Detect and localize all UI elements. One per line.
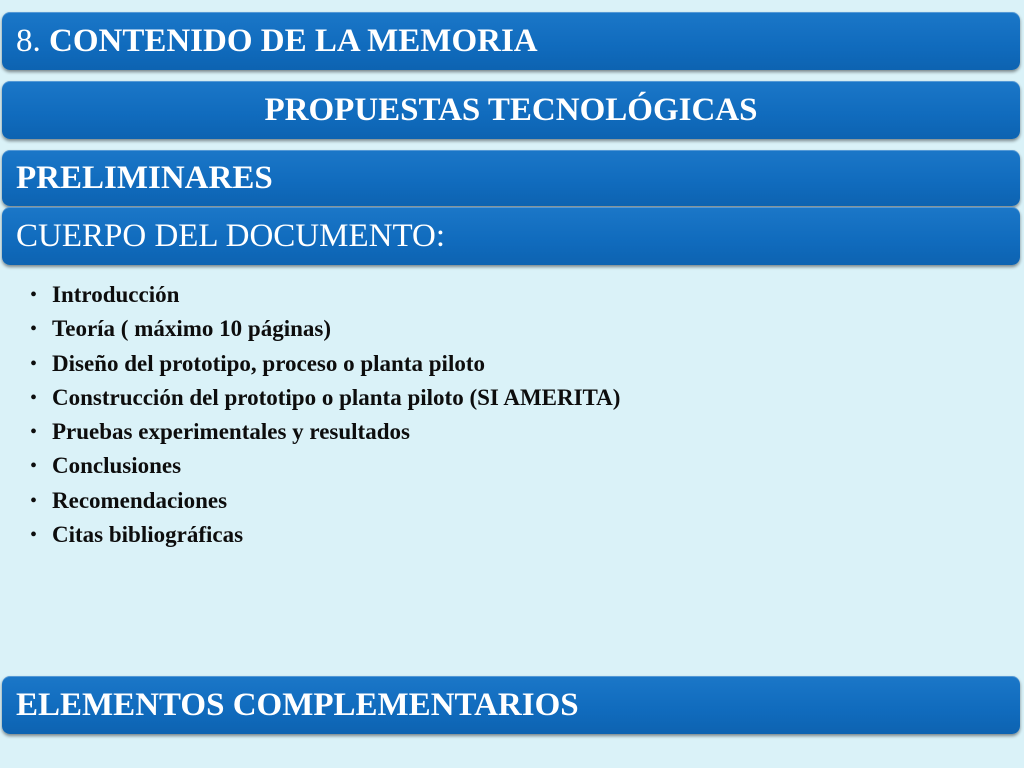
- bullet-icon: •: [30, 318, 38, 341]
- section-preliminares-bar: [2, 150, 1020, 206]
- list-item-text: Diseño del prototipo, proceso o planta piloto: [52, 350, 485, 376]
- list-item: [28, 518, 620, 552]
- list-item: [28, 484, 620, 518]
- bullet-icon: •: [30, 284, 38, 306]
- bullet-icon: •: [30, 352, 38, 375]
- bullet-icon: •: [30, 524, 38, 547]
- list-item: [28, 415, 620, 449]
- list-item-text: Citas bibliográficas: [52, 522, 244, 548]
- bullet-icon: •: [30, 455, 38, 478]
- section-cuerpo-bar: [2, 207, 1020, 265]
- cuerpo-bullet-list: [28, 278, 620, 552]
- slide-subtitle: PROPUESTAS TECNOLÓGICAS: [264, 91, 758, 128]
- title-number: 8.: [16, 22, 41, 59]
- list-item-text: Introducción: [52, 282, 180, 307]
- list-item-text: Construcción del prototipo o planta piloto (SI AMERITA): [52, 384, 621, 410]
- section-preliminares-label: PRELIMINARES: [16, 159, 273, 196]
- list-item-text: Pruebas experimentales y resultados: [52, 419, 410, 445]
- bullet-icon: •: [30, 421, 38, 444]
- section-complementarios-bar: [2, 676, 1020, 734]
- list-item-text: Conclusiones: [52, 453, 182, 479]
- section-complementarios-label: ELEMENTOS COMPLEMENTARIOS: [16, 686, 579, 723]
- list-item-text: Teoría ( máximo 10 páginas): [52, 316, 331, 342]
- list-item: [28, 449, 620, 483]
- bullet-icon: •: [30, 386, 38, 409]
- section-cuerpo-label: CUERPO DEL DOCUMENTO:: [16, 217, 446, 254]
- list-item: [28, 381, 620, 415]
- list-item: [28, 347, 620, 381]
- list-item-text: Recomendaciones: [52, 487, 228, 513]
- list-item: [28, 312, 620, 346]
- subtitle-bar: [2, 81, 1020, 139]
- list-item: [28, 278, 620, 312]
- bullet-icon: •: [30, 489, 38, 512]
- slide-title: CONTENIDO DE LA MEMORIA: [49, 22, 538, 59]
- slide-title-bar: [2, 12, 1020, 70]
